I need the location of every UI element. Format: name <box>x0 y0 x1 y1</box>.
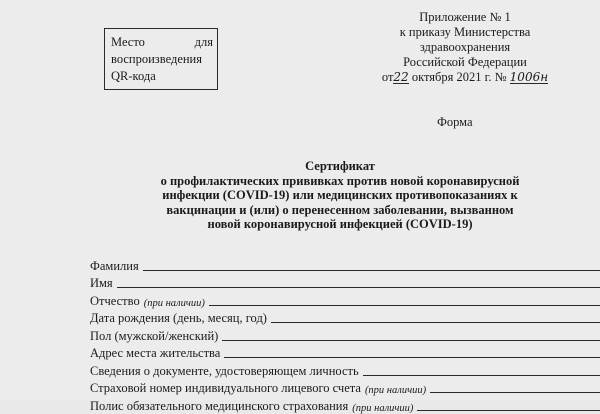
field-label: Адрес места жительства <box>90 346 221 360</box>
qr-placeholder-text-3: воспроизведения <box>111 52 202 66</box>
field-label: Пол (мужской/женский) <box>90 328 219 343</box>
order-date-line <box>360 70 570 85</box>
appendix-header <box>360 10 570 85</box>
qr-placeholder-text-1: Место <box>111 35 145 49</box>
field-identity-document <box>90 361 600 379</box>
appendix-line-1: Приложение № 1 <box>419 10 511 24</box>
date-prefix: от <box>381 70 394 84</box>
field-optional-note: (при наличии) <box>143 297 205 309</box>
field-oms-policy <box>90 396 600 414</box>
fill-line[interactable] <box>271 322 600 323</box>
appendix-line-2: к приказу Министерства <box>399 25 531 39</box>
certificate-subtitle-line: вакцинации и (или) о перенесенном заболевании, вызванном <box>166 202 514 217</box>
fill-line[interactable] <box>209 305 600 306</box>
field-address <box>90 344 600 362</box>
certificate-title-block <box>60 159 600 232</box>
handwritten-order-number: 1006н <box>509 70 549 84</box>
certificate-title: Сертификат <box>305 159 375 173</box>
qr-placeholder-text-2: для <box>194 35 213 49</box>
field-label: Страховой номер индивидуального лицевого счета <box>90 381 361 395</box>
field-optional-note: (при наличии) <box>352 402 414 414</box>
fill-line[interactable] <box>417 410 600 411</box>
date-middle: октября 2021 г. № <box>411 70 507 84</box>
field-label: Сведения о документе, удостоверяющем личность <box>90 363 359 378</box>
field-snils <box>90 379 600 397</box>
field-optional-note: (при наличии) <box>364 385 427 396</box>
fill-line[interactable] <box>224 357 600 358</box>
handwritten-day: 22 <box>393 70 409 84</box>
field-label: Полис обязательного медицинского страхования <box>90 398 349 413</box>
fill-line[interactable] <box>143 270 600 271</box>
form-label: Форма <box>437 115 473 129</box>
field-sex <box>90 326 600 344</box>
field-patronymic <box>90 291 600 309</box>
field-label: Отчество <box>90 293 140 308</box>
personal-data-fields <box>90 256 600 414</box>
fill-line[interactable] <box>117 287 600 288</box>
fill-line[interactable] <box>430 392 600 393</box>
field-label: Фамилия <box>90 258 139 273</box>
qr-code-placeholder <box>104 28 218 90</box>
field-surname <box>90 256 600 274</box>
appendix-line-3: здравоохранения <box>419 40 511 54</box>
field-label: Дата рождения (день, месяц, год) <box>90 311 267 325</box>
field-first-name <box>90 274 600 292</box>
field-label: Имя <box>90 276 113 290</box>
certificate-subtitle-line: инфекции (COVID-19) или медицинских противопоказаниях к <box>162 188 518 202</box>
qr-placeholder-text-4: QR-кода <box>111 69 156 83</box>
certificate-subtitle-line: новой коронавирусной инфекцией (COVID-19) <box>207 217 473 231</box>
field-birth-date <box>90 309 600 327</box>
fill-line[interactable] <box>222 340 600 341</box>
fill-line[interactable] <box>363 375 600 376</box>
certificate-subtitle-line: о профилактических прививках против новой коронавирусной <box>160 173 520 188</box>
appendix-line-4: Российской Федерации <box>403 55 527 69</box>
